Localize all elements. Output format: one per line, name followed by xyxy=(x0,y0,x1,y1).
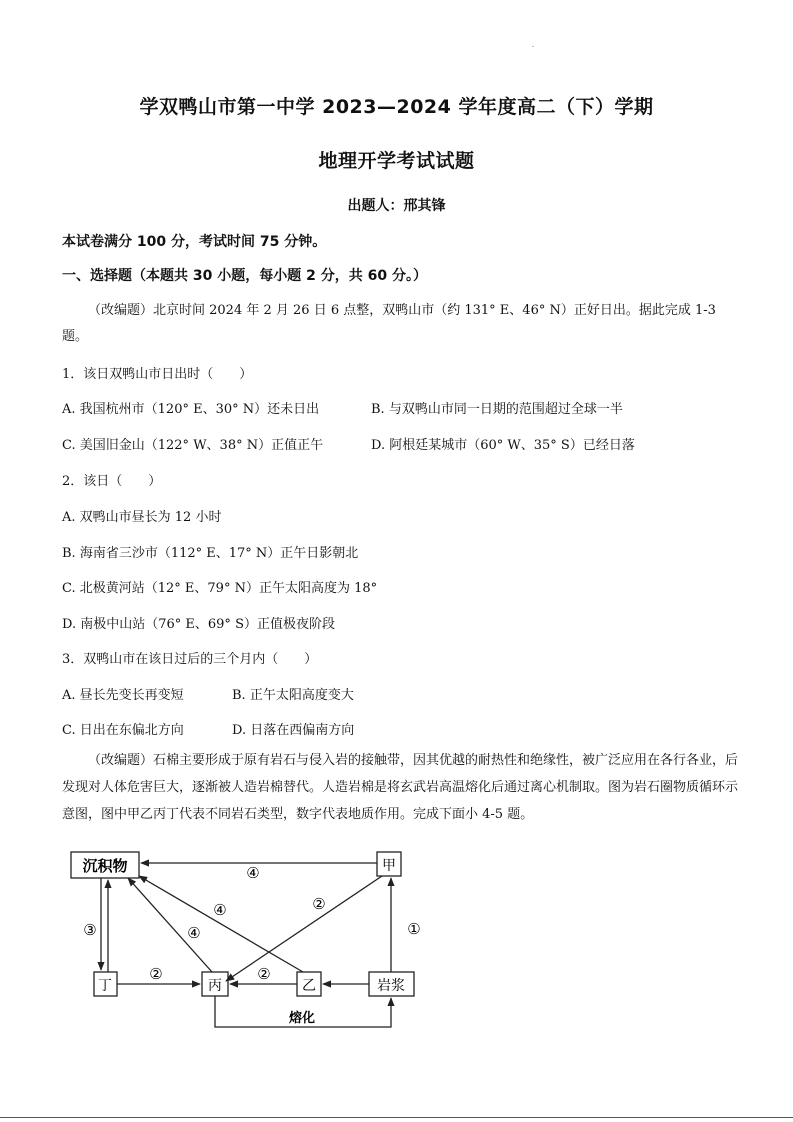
page-bottom-rule xyxy=(0,1117,793,1118)
q2-option-c: C. 北极黄河站（12° E、79° N）正午太阳高度为 18° xyxy=(62,581,378,596)
title-line-2: 地理开学考试试题 xyxy=(318,150,475,172)
corner-mark: · xyxy=(532,44,534,51)
q2-stem: 2．该日（ ） xyxy=(62,474,162,489)
q2-option-d: D. 南极中山站（76° E、69° S）正值极夜阶段 xyxy=(62,617,335,632)
exam-info: 本试卷满分 100 分，考试时间 75 分钟。 xyxy=(62,234,327,250)
node-ding xyxy=(94,972,117,996)
passage-2: （改编题）石棉主要形成于原有岩石与侵入岩的接触带，因其优越的耐热性和绝缘性，被广泛应用在各行各业，后发现对人体危害巨大，逐渐被人造岩棉替代。人造岩棉是将玄武岩高温熔化后通过离心机制取。图为岩石圈物质循环示意图，图中甲乙丙丁代表不同岩石类型，数字代表地质作用。完成下面小 4-5 题。 xyxy=(62,753,739,822)
label-yi-to-sediment: ④ xyxy=(213,901,227,919)
label-ding-to-bing: ② xyxy=(149,965,163,983)
title-line-1: 学双鸭山市第一中学 2023—2024 学年度高二（下）学期 xyxy=(139,96,654,118)
label-right-arrow: ① xyxy=(407,920,421,938)
svg-text:丁: 丁 xyxy=(98,978,112,994)
node-bing xyxy=(202,972,228,996)
q1-option-a: A. 我国杭州市（120° E、30° N）还未日出 xyxy=(62,402,320,417)
section-heading: 一、选择题（本题共 30 小题，每小题 2 分，共 60 分。） xyxy=(62,268,427,284)
svg-text:甲: 甲 xyxy=(382,858,396,874)
node-jia xyxy=(377,852,401,876)
svg-text:丙: 丙 xyxy=(208,978,222,994)
label-jia-to-bing: ② xyxy=(312,895,326,913)
q3-stem: 3．双鸭山市在该日过后的三个月内（ ） xyxy=(62,652,318,667)
arrow-yi-to-sediment xyxy=(139,876,303,972)
q1-stem: 1．该日双鸭山市日出时（ ） xyxy=(62,367,253,382)
arrow-jia-to-bing xyxy=(226,876,382,981)
node-yi xyxy=(297,972,321,996)
node-magma xyxy=(369,972,414,996)
svg-text:沉积物: 沉积物 xyxy=(82,857,128,875)
q1-option-b: B. 与双鸭山市同一日期的范围超过全球一半 xyxy=(371,402,623,417)
node-sediment xyxy=(71,852,139,878)
q3-option-a: A. 昼长先变长再变短 xyxy=(62,688,184,703)
label-yi-to-bing: ② xyxy=(257,965,271,983)
q2-option-a: A. 双鸭山市昼长为 12 小时 xyxy=(62,510,222,525)
label-top-arrow: ④ xyxy=(246,864,260,882)
rock-cycle-diagram xyxy=(66,845,426,1035)
label-bing-to-sediment: ④ xyxy=(187,924,201,942)
author: 出题人：邢其锋 xyxy=(347,198,446,214)
label-left-arrow: ③ xyxy=(83,921,97,939)
q3-option-b: B. 正午太阳高度变大 xyxy=(232,688,354,703)
q1-option-c: C. 美国旧金山（122° W、38° N）正值正午 xyxy=(62,438,324,453)
q3-option-d: D. 日落在西偏南方向 xyxy=(232,723,355,738)
q2-option-b: B. 海南省三沙市（112° E、17° N）正午日影朝北 xyxy=(62,546,359,561)
label-melting: 熔化 xyxy=(288,1011,316,1026)
q1-option-d: D. 阿根廷某城市（60° W、35° S）已经日落 xyxy=(371,438,635,453)
q3-option-c: C. 日出在东偏北方向 xyxy=(62,723,184,738)
svg-text:乙: 乙 xyxy=(302,978,316,994)
passage-1: （改编题）北京时间 2024 年 2 月 26 日 6 点整，双鸭山市（约 131° E、46° N）正好日出。据此完成 1-3 题。 xyxy=(62,303,716,344)
svg-text:岩浆: 岩浆 xyxy=(377,978,405,994)
